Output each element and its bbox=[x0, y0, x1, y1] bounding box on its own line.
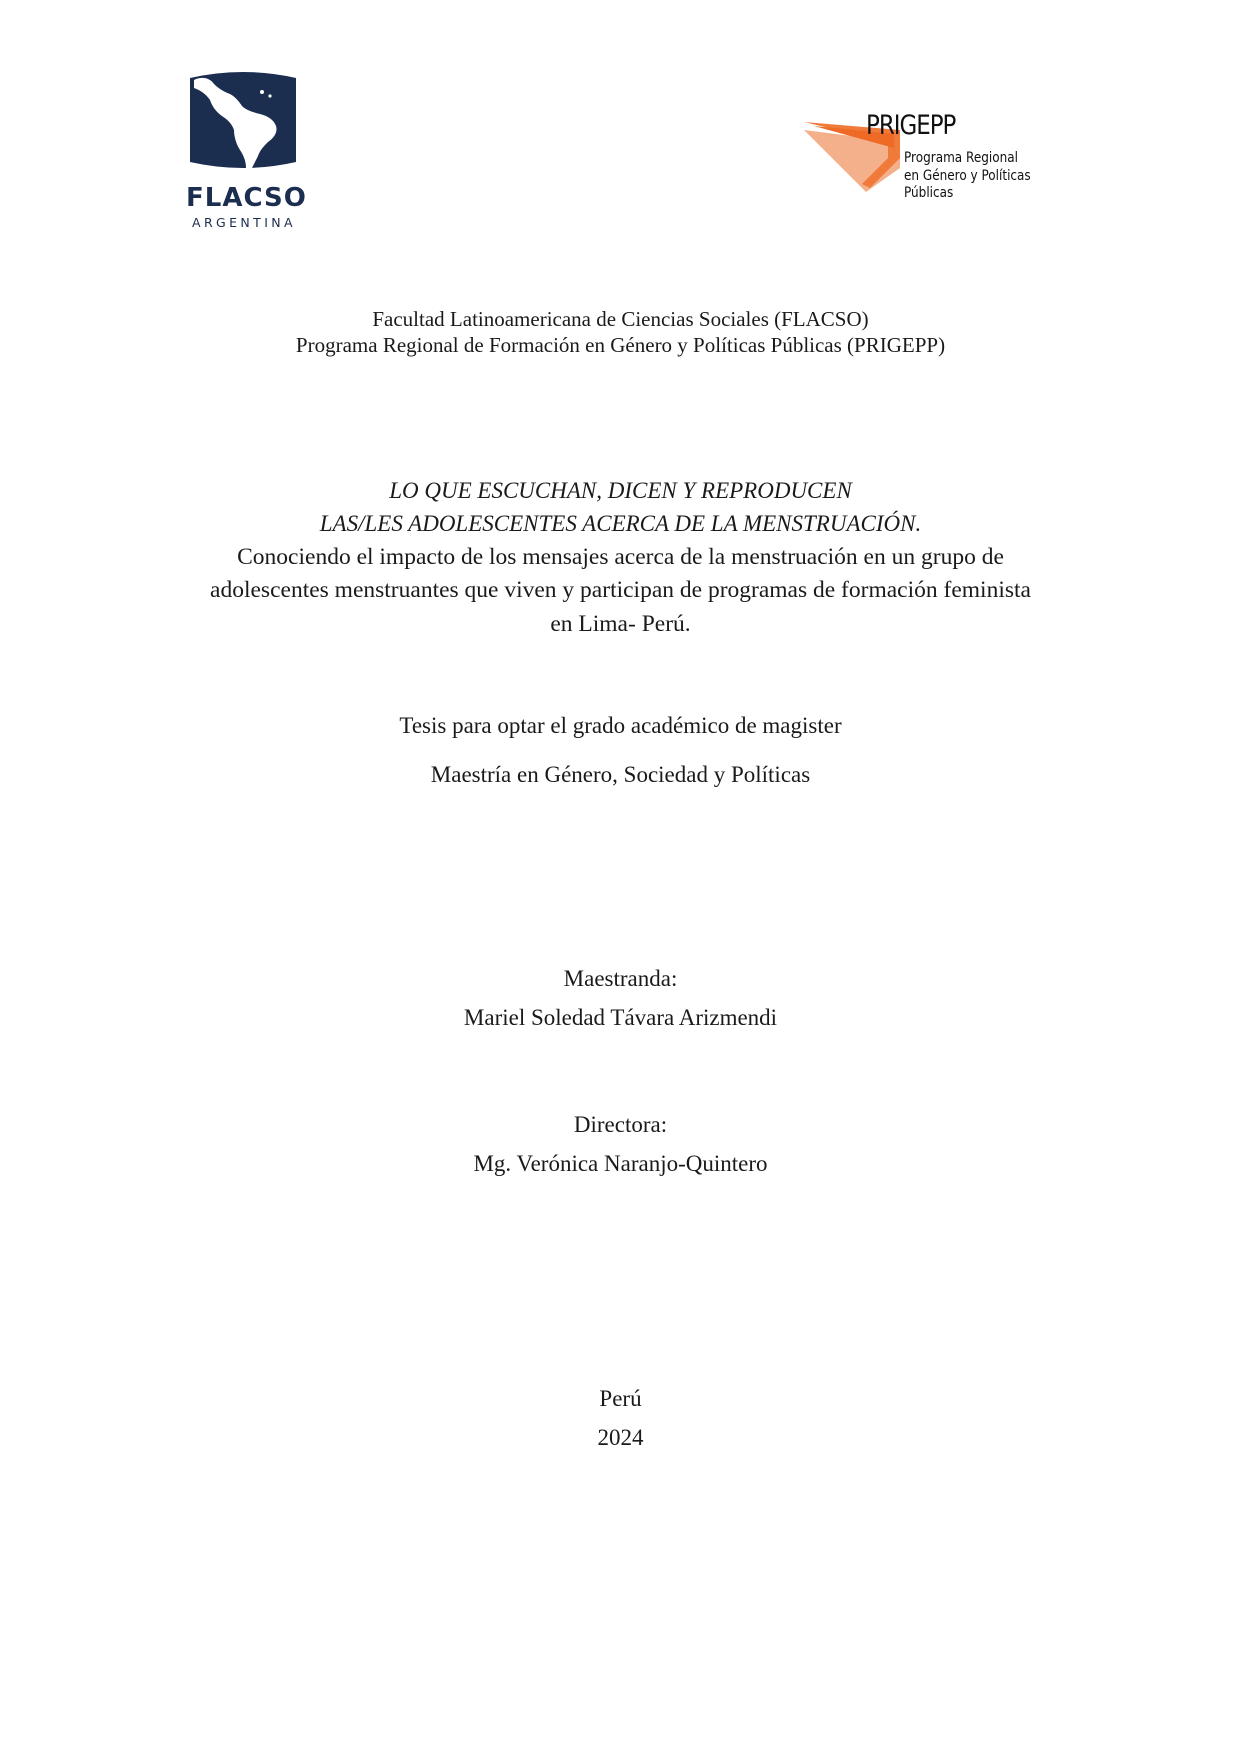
title-line-1: LO QUE ESCUCHAN, DICEN Y REPRODUCEN bbox=[389, 478, 852, 503]
institution-line-1: Facultad Latinoamericana de Ciencias Sociales (FLACSO) bbox=[372, 307, 869, 331]
thesis-purpose: Tesis para optar el grado académico de magister bbox=[399, 713, 842, 738]
author-name: Mariel Soledad Távara Arizmendi bbox=[463, 1005, 778, 1030]
prigepp-tagline-line: Públicas bbox=[904, 185, 954, 201]
institution-line-2: Programa Regional de Formación en Género y Políticas Públicas (PRIGEPP) bbox=[295, 333, 946, 357]
flacso-logo bbox=[186, 70, 307, 230]
prigepp-wordmark: PRIGEPP bbox=[866, 110, 956, 141]
year: 2024 bbox=[597, 1425, 644, 1450]
prigepp-tagline-line: Programa Regional bbox=[904, 150, 1018, 166]
thesis-program: Maestría en Género, Sociedad y Políticas bbox=[430, 762, 811, 787]
prigepp-tagline bbox=[904, 150, 1031, 203]
author-label: Maestranda: bbox=[563, 966, 678, 991]
prigepp-logo bbox=[804, 106, 1044, 206]
flacso-subtitle: ARGENTINA bbox=[192, 215, 296, 230]
title-line-2: LAS/LES ADOLESCENTES ACERCA DE LA MENSTRUACIÓN. bbox=[319, 511, 922, 536]
director-name: Mg. Verónica Naranjo-Quintero bbox=[473, 1151, 768, 1176]
flacso-wordmark: FLACSO bbox=[186, 183, 307, 213]
place: Perú bbox=[599, 1386, 642, 1411]
subtitle-line-3: en Lima- Perú. bbox=[550, 611, 691, 637]
director-label: Directora: bbox=[573, 1112, 668, 1137]
subtitle-line-1: Conociendo el impacto de los mensajes acerca de la menstruación en un grupo de bbox=[237, 544, 1004, 570]
prigepp-tagline-line: en Género y Políticas bbox=[904, 167, 1031, 184]
latin-america-map-icon bbox=[188, 70, 298, 170]
subtitle-line-2: adolescentes menstruantes que viven y participan de programas de formación feminista bbox=[210, 577, 1031, 603]
